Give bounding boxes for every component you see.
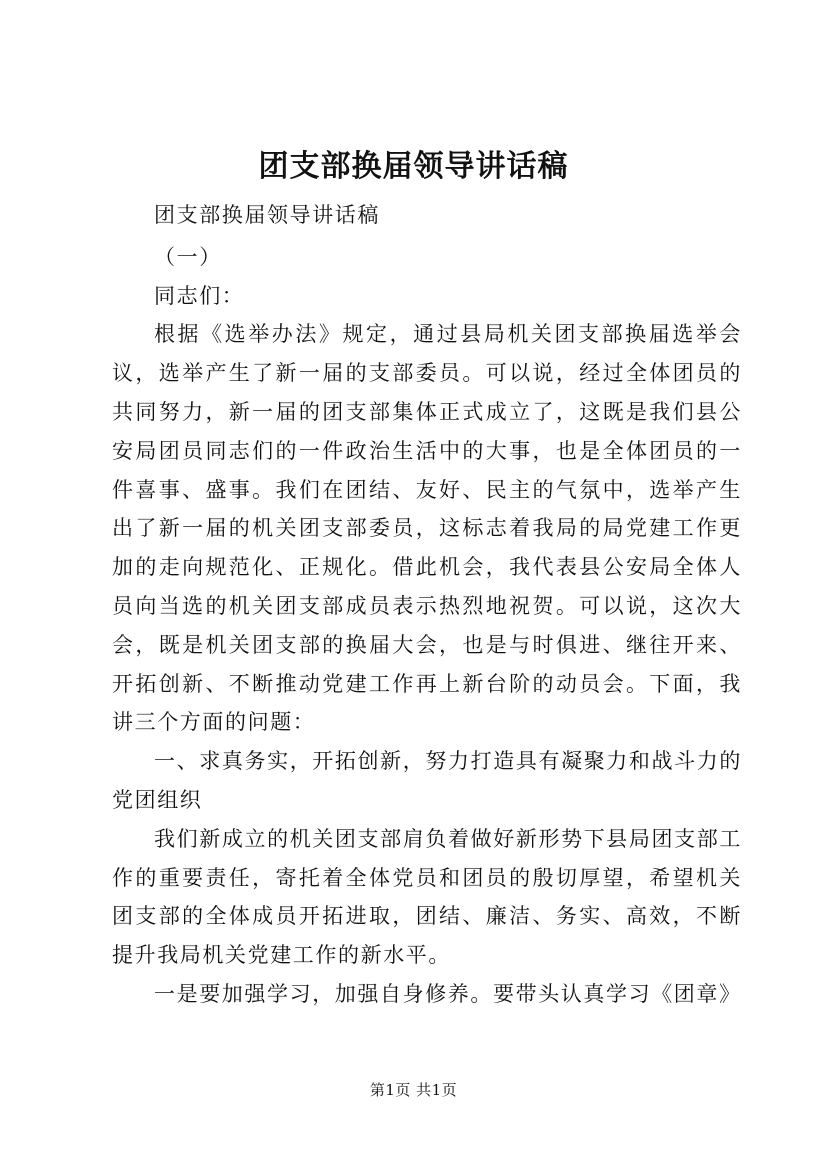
page-title: 团支部换届领导讲话稿 (258, 149, 569, 184)
paragraph-responsibility: 我们新成立的机关团支部肩负着做好新形势下县局团支部工作的重要责任，寄托着全体党员和团员的殷切厚望，希望机关团支部的全体成员开拓进取，团结、廉洁、务实、高效，不断提升我局机关党建工作的新水平。 (112, 826, 742, 968)
section-heading-one: 一、求真务实，开拓创新，努力打造具有凝聚力和战斗力的党团组织 (112, 749, 742, 812)
salutation: 同志们： (154, 283, 245, 308)
document-body (112, 196, 742, 1014)
document-subtitle: 团支部换届领导讲话稿 (154, 203, 380, 227)
paragraph-study: 一是要加强学习，加强自身修养。要带头认真学习《团章》 (154, 981, 742, 1006)
section-number: （一） (154, 244, 222, 269)
paragraph-opening: 根据《选举办法》规定，通过县局机关团支部换届选举会议，选举产生了新一届的支部委员。可以说，经过全体团员的共同努力，新一届的团支部集体正式成立了，这既是我们县公安局团员同志们的一件政治生活中的大事，也是全体团员的一件喜事、盛事。我们在团结、友好、民主的气氛中，选举产生出了新一届的机关团支部委员，这标志着我局的局党建工作更加的走向规范化、正规化。借此机会，我代表县公安局全体人员向当选的机关团支部成员表示热烈地祝贺。可以说，这次大会，既是机关团支部的换届大会，也是与时俱进、继往开来、开拓创新、不断推动党建工作再上新台阶的动员会。下面，我讲三个方面的问题： (112, 322, 742, 735)
page-footer: 第1页 共1页 (369, 1081, 458, 1099)
